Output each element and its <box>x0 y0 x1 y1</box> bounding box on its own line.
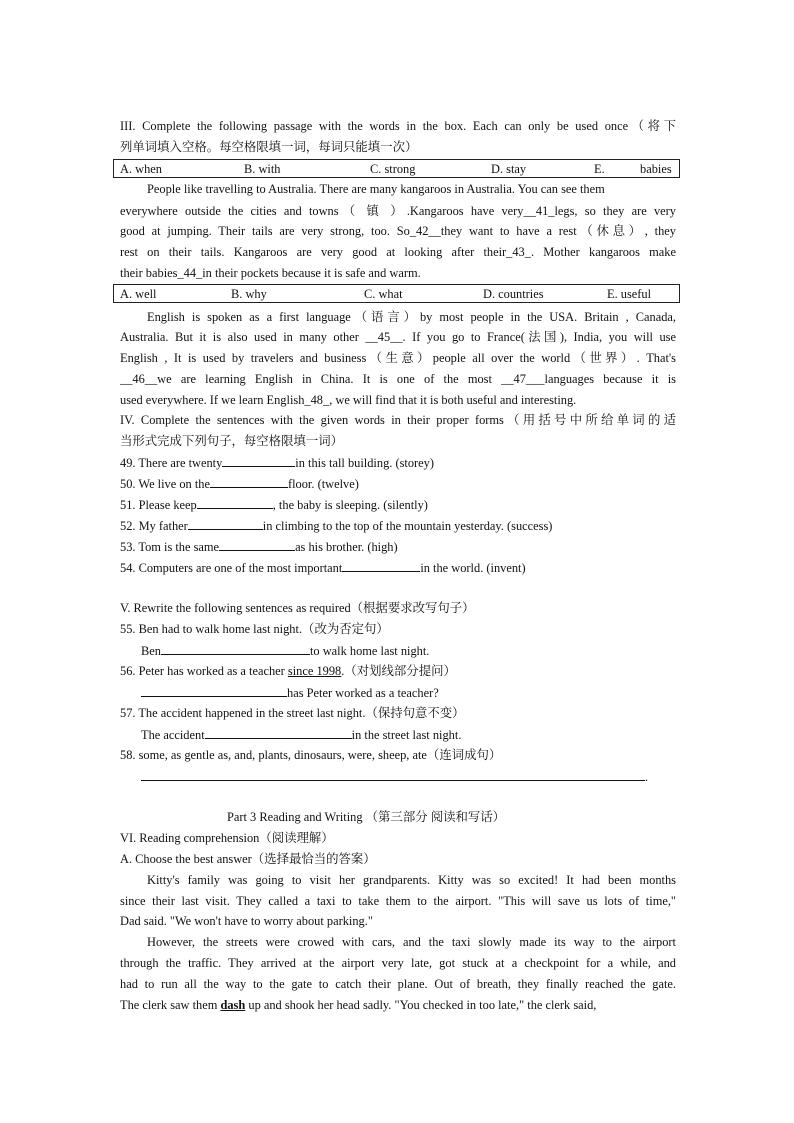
passage-2-line: English is spoken as a first language（语言）by most people in the USA. Britain , Canada, <box>147 310 676 324</box>
passage-1-line: their babies_44_in their pockets because it is safe and warm. <box>120 266 421 280</box>
question-53 <box>120 538 676 556</box>
answer-blank[interactable] <box>141 768 645 781</box>
answer-blank[interactable] <box>161 642 310 655</box>
question-54 <box>120 559 676 577</box>
section-5-heading: V. Rewrite the following sentences as required（根据要求改写句子） <box>120 601 475 615</box>
answer-end-period: . <box>645 770 649 784</box>
question-text: 53. Tom is the same <box>120 540 220 554</box>
word-box-option: B. with <box>244 162 281 176</box>
answer-blank[interactable] <box>197 496 273 509</box>
reading-line: However, the streets were crowed with cars, and the taxi slowly made its way to the airport <box>147 935 676 949</box>
word-box-option: babies <box>640 162 672 176</box>
question-hint: floor. (twelve) <box>287 477 359 491</box>
passage-1-line: everywhere outside the cities and towns（ 镇 ）.Kangaroos have very__41_legs, so they are very <box>120 204 676 218</box>
question-text: 50. We live on the <box>120 477 210 491</box>
section-4-heading-line1: IV. Complete the sentences with the given words in their proper forms（用括号中所给单词的适 <box>120 413 676 427</box>
word-box-2 <box>113 284 680 303</box>
question-hint: as his brother. (high) <box>295 540 398 554</box>
highlighted-word: dash <box>220 998 246 1012</box>
question-hint: , the baby is sleeping. (silently) <box>272 498 428 512</box>
passage-2-line: used everywhere. If we learn English_48_, we will find that it is both useful and interesting. <box>120 393 577 407</box>
word-box-option: D. stay <box>491 162 527 176</box>
question-text: 51. Please keep <box>120 498 197 512</box>
section-3-heading-line1: III. Complete the following passage with the words in the box. Each can only be used once（将下 <box>120 119 676 133</box>
question-55: 55. Ben had to walk home last night.（改为否定句） <box>120 622 389 636</box>
word-box-option: A. well <box>120 287 157 301</box>
question-56-answer <box>141 684 661 702</box>
answer-blank[interactable] <box>342 559 420 572</box>
underlined-phrase: since 1998 <box>287 664 342 678</box>
answer-blank[interactable] <box>219 538 295 551</box>
question-50 <box>120 475 676 493</box>
answer-suffix: has Peter worked as a teacher? <box>287 686 439 700</box>
answer-suffix: to walk home last night. <box>309 644 430 658</box>
word-box-option: B. why <box>231 287 267 301</box>
word-box-option: C. strong <box>370 162 416 176</box>
answer-blank[interactable] <box>141 684 287 697</box>
word-box-option: A. when <box>120 162 162 176</box>
word-box-option: E. <box>594 162 605 176</box>
answer-blank[interactable] <box>210 475 288 488</box>
passage-2-line: Australia. But it is also used in many other __45__. If you go to France(法国), India, you will use <box>120 330 676 344</box>
part-3-title: Part 3 Reading and Writing （第三部分 阅读和写话） <box>227 810 506 824</box>
reading-text: The clerk saw them <box>120 998 221 1012</box>
question-49 <box>120 454 676 472</box>
section-a-heading: A. Choose the best answer（选择最恰当的答案） <box>120 852 376 866</box>
answer-prefix: The accident <box>141 728 205 742</box>
question-56 <box>120 663 676 680</box>
question-57: 57. The accident happened in the street last night.（保持句意不变） <box>120 706 465 720</box>
passage-2-line: __46__we are learning English in China. It is one of the most __47___languages because it is <box>120 372 676 386</box>
answer-prefix: Ben <box>141 644 161 658</box>
section-4-heading-line2: 当形式完成下列句子，每空格限填一词） <box>120 434 344 448</box>
answer-suffix: in the street last night. <box>351 728 462 742</box>
question-51 <box>120 496 676 514</box>
reading-line: since their last visit. They called a taxi to take them to the airport. "This will save us lots of time," <box>120 894 676 908</box>
question-hint: in the world. (invent) <box>420 561 526 575</box>
passage-1-line: good at jumping. Their tails are very strong, too. So_42__they want to have a rest（休息）, they <box>120 224 676 238</box>
question-instruction: .（对划线部分提问） <box>341 664 456 678</box>
word-box-option: C. what <box>364 287 403 301</box>
word-box-1 <box>113 159 680 178</box>
question-text: 54. Computers are one of the most important <box>120 561 343 575</box>
reading-line: Kitty's family was going to visit her grandparents. Kitty was so excited! It had been months <box>147 873 676 887</box>
word-box-option: D. countries <box>483 287 544 301</box>
question-hint: in climbing to the top of the mountain yesterday. (success) <box>262 519 553 533</box>
reading-text: up and shook her head sadly. "You checked in too late," the clerk said, <box>245 998 597 1012</box>
question-52 <box>120 517 676 535</box>
answer-blank[interactable] <box>188 517 263 530</box>
reading-line: Dad said. "We won't have to worry about parking." <box>120 914 373 928</box>
reading-line <box>120 997 676 1014</box>
answer-blank[interactable] <box>222 454 295 467</box>
question-55-answer <box>141 642 661 660</box>
reading-line: through the traffic. They arrived at the airport very late, got stuck at a checkpoint for a while, and <box>120 956 676 970</box>
reading-line: had to run all the way to the gate to catch their plane. Out of breath, they finally reached the gate. <box>120 977 676 991</box>
question-hint: in this tall building. (storey) <box>295 456 434 470</box>
question-text: 49. There are twenty <box>120 456 223 470</box>
section-3-heading-line2: 列单词填入空格。每空格限填一词，每词只能填一次） <box>120 140 418 154</box>
question-58: 58. some, as gentle as, and, plants, dinosaurs, were, sheep, ate（连词成句） <box>120 748 502 762</box>
passage-1-line: rest on their tails. Kangaroos are very good at looking after their_43_. Mother kangaroos make <box>120 245 676 259</box>
passage-2-line: English , It is used by travelers and business（生意）people all over the world（世界）. That's <box>120 351 676 365</box>
question-57-answer <box>141 726 661 744</box>
answer-blank[interactable] <box>205 726 352 739</box>
word-box-option: E. useful <box>607 287 652 301</box>
question-text: 56. Peter has worked as a teacher <box>120 664 288 678</box>
section-6-heading: VI. Reading comprehension（阅读理解） <box>120 831 334 845</box>
question-text: 52. My father <box>120 519 188 533</box>
passage-1-line: People like travelling to Australia. There are many kangaroos in Australia. You can see them <box>147 182 605 196</box>
question-58-answer <box>141 768 661 786</box>
